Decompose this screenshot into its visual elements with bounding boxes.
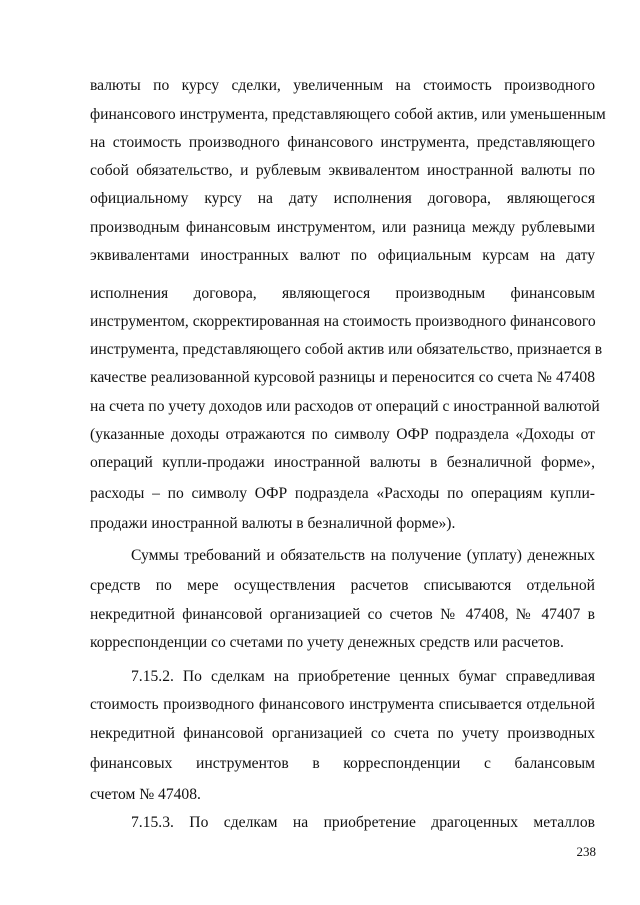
text-line-5: официальному курсу на дату исполнения договора, являющегося — [90, 190, 595, 207]
text-line-20: корреспонденции со счетами по учету денежных средств или расчетов. — [90, 634, 564, 651]
text-line-15: расходы – по символу ОФР подраздела «Расходы по операциям купли- — [90, 485, 595, 502]
text-line-6: производным финансовым инструментом, или разница между рублевыми — [90, 219, 595, 236]
text-line-2: финансового инструмента, представляющего собой актив, или уменьшенным — [90, 106, 606, 123]
text-line-23: некредитной финансовой организацией со счета по учету производных — [90, 725, 595, 742]
page-number: 238 — [576, 844, 596, 859]
text-line-4: собой обязательство, и рублевым эквивалентом иностранной валюты по — [90, 162, 595, 179]
text-line-1: валюты по курсу сделки, увеличенным на стоимость производного — [90, 77, 595, 94]
text-line-13: (указанные доходы отражаются по символу ОФР подраздела «Доходы от — [90, 426, 595, 443]
text-line-9: инструментом, скорректированная на стоимость производного финансового — [90, 313, 596, 330]
text-line-24: финансовых инструментов в корреспонденции с балансовым — [90, 755, 595, 772]
text-line-17: Суммы требований и обязательств на получение (уплату) денежных — [131, 547, 595, 564]
text-line-11: качестве реализованной курсовой разницы и переносится со счета № 47408 — [90, 369, 595, 386]
text-line-3: на стоимость производного финансового инструмента, представляющего — [90, 134, 595, 151]
text-line-10: инструмента, представляющего собой актив или обязательство, признается в — [90, 341, 603, 358]
text-line-19: некредитной финансовой организацией со счетов № 47408, № 47407 в — [90, 606, 595, 623]
text-line-21: 7.15.2. По сделкам на приобретение ценных бумаг справедливая — [131, 668, 595, 685]
text-line-7: эквивалентами иностранных валют по официальным курсам на дату — [90, 247, 595, 264]
text-line-26: 7.15.3. По сделкам на приобретение драгоценных металлов — [131, 814, 595, 831]
text-line-16: продажи иностранной валюты в безналичной форме»). — [90, 515, 456, 532]
text-line-25: счетом № 47408. — [90, 786, 201, 803]
text-line-22: стоимость производного финансового инструмента списывается отдельной — [90, 696, 595, 713]
text-line-8: исполнения договора, являющегося производным финансовым — [90, 285, 595, 302]
text-line-18: средств по мере осуществления расчетов списываются отдельной — [90, 577, 595, 594]
text-line-14: операций купли-продажи иностранной валюты в безналичной форме», — [90, 454, 595, 471]
text-line-12: на счета по учету доходов или расходов от операций с иностранной валютой — [90, 398, 600, 415]
